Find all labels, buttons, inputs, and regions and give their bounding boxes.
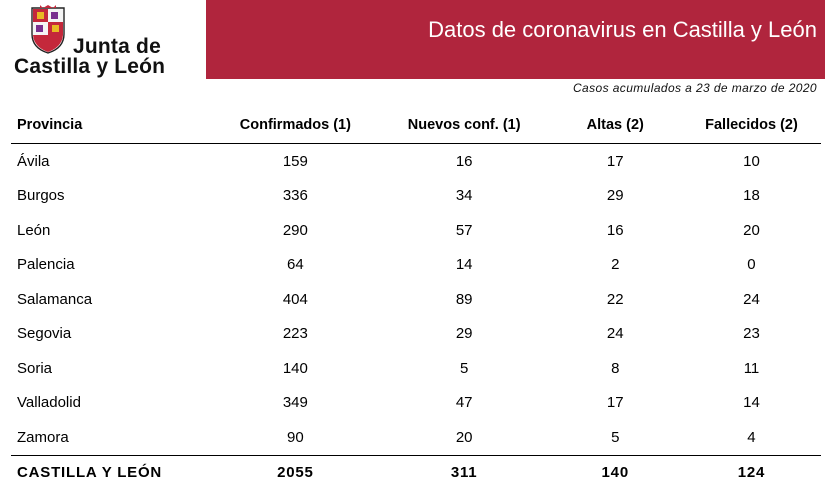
table-row [11,351,821,386]
junta-logo[interactable] [14,4,204,78]
cell-fallecidos: 23 [743,325,760,343]
table-row [11,179,821,214]
column-header-fallecidos: Fallecidos (2) [682,106,821,144]
coat-of-arms-icon [30,4,66,54]
cell-provincia: Palencia [17,256,75,274]
table-row [11,386,821,421]
cell-confirmados: 336 [282,187,308,205]
cell-confirmados: 90 [287,428,304,446]
cell-provincia: Ávila [17,152,50,170]
column-header-nuevos: Nuevos conf. (1) [380,106,549,144]
logo-text-line1: Junta de [73,35,161,58]
cell-altas: 2 [611,256,620,274]
cell-fallecidos: 10 [743,152,760,170]
cell-nuevos: 89 [455,290,473,308]
cell-altas: 5 [611,428,620,446]
table-row [11,282,821,317]
cell-altas: 16 [606,221,624,239]
cell-nuevos: 5 [459,359,469,377]
cell-confirmados: 64 [287,256,304,274]
table-row [11,420,821,455]
cell-provincia: Salamanca [17,290,93,308]
cell-fallecidos: 14 [743,394,760,412]
cell-nuevos: 20 [455,428,473,446]
cell-nuevos: 57 [455,221,473,239]
cell-fallecidos: 20 [743,221,760,239]
cell-nuevos: 16 [455,152,473,170]
total-altas: 140 [549,455,682,489]
cell-altas: 17 [606,394,624,412]
cell-fallecidos: 24 [743,290,760,308]
column-header-provincia: Provincia [11,106,211,144]
cell-confirmados: 349 [282,394,308,412]
cell-confirmados: 223 [282,325,308,343]
cell-altas: 17 [606,152,624,170]
total-nuevos: 311 [380,455,549,489]
cell-nuevos: 47 [455,394,473,412]
cell-fallecidos: 0 [747,256,756,274]
table-row [11,248,821,283]
cell-nuevos: 14 [455,256,473,274]
table-row [11,144,821,179]
cell-altas: 8 [611,359,620,377]
cell-confirmados: 140 [282,359,308,377]
cell-provincia: León [17,221,51,239]
table-body [11,144,821,489]
cell-nuevos: 29 [455,325,473,343]
cases-table [11,106,821,489]
date-subtitle: Casos acumulados a 23 de marzo de 2020 [572,81,817,95]
page-title: Datos de coronavirus en Castilla y León [428,17,817,42]
cell-provincia: Zamora [17,428,69,446]
cell-provincia: Segovia [17,325,72,343]
column-header-confirmados: Confirmados (1) [211,106,380,144]
total-label: CASTILLA Y LEÓN [11,455,211,489]
cell-provincia: Soria [17,359,53,377]
cell-confirmados: 404 [282,290,308,308]
cell-altas: 24 [606,325,624,343]
total-fallecidos: 124 [682,455,821,489]
cell-confirmados: 159 [282,152,308,170]
cell-confirmados: 290 [282,221,308,239]
table-row [11,213,821,248]
cell-nuevos: 34 [455,187,473,205]
table-row [11,317,821,352]
table-header-row [11,106,821,144]
cell-provincia: Valladolid [17,394,81,412]
page-header [0,0,825,95]
total-row [11,455,821,489]
title-banner [206,0,825,79]
logo-text-line2: Castilla y León [14,55,166,78]
column-header-altas: Altas (2) [549,106,682,144]
cell-provincia: Burgos [17,187,65,205]
cell-fallecidos: 18 [743,187,760,205]
total-confirmados: 2055 [211,455,380,489]
cell-fallecidos: 4 [747,428,756,446]
cell-altas: 29 [606,187,624,205]
cell-fallecidos: 11 [743,359,760,377]
cell-altas: 22 [606,290,624,308]
